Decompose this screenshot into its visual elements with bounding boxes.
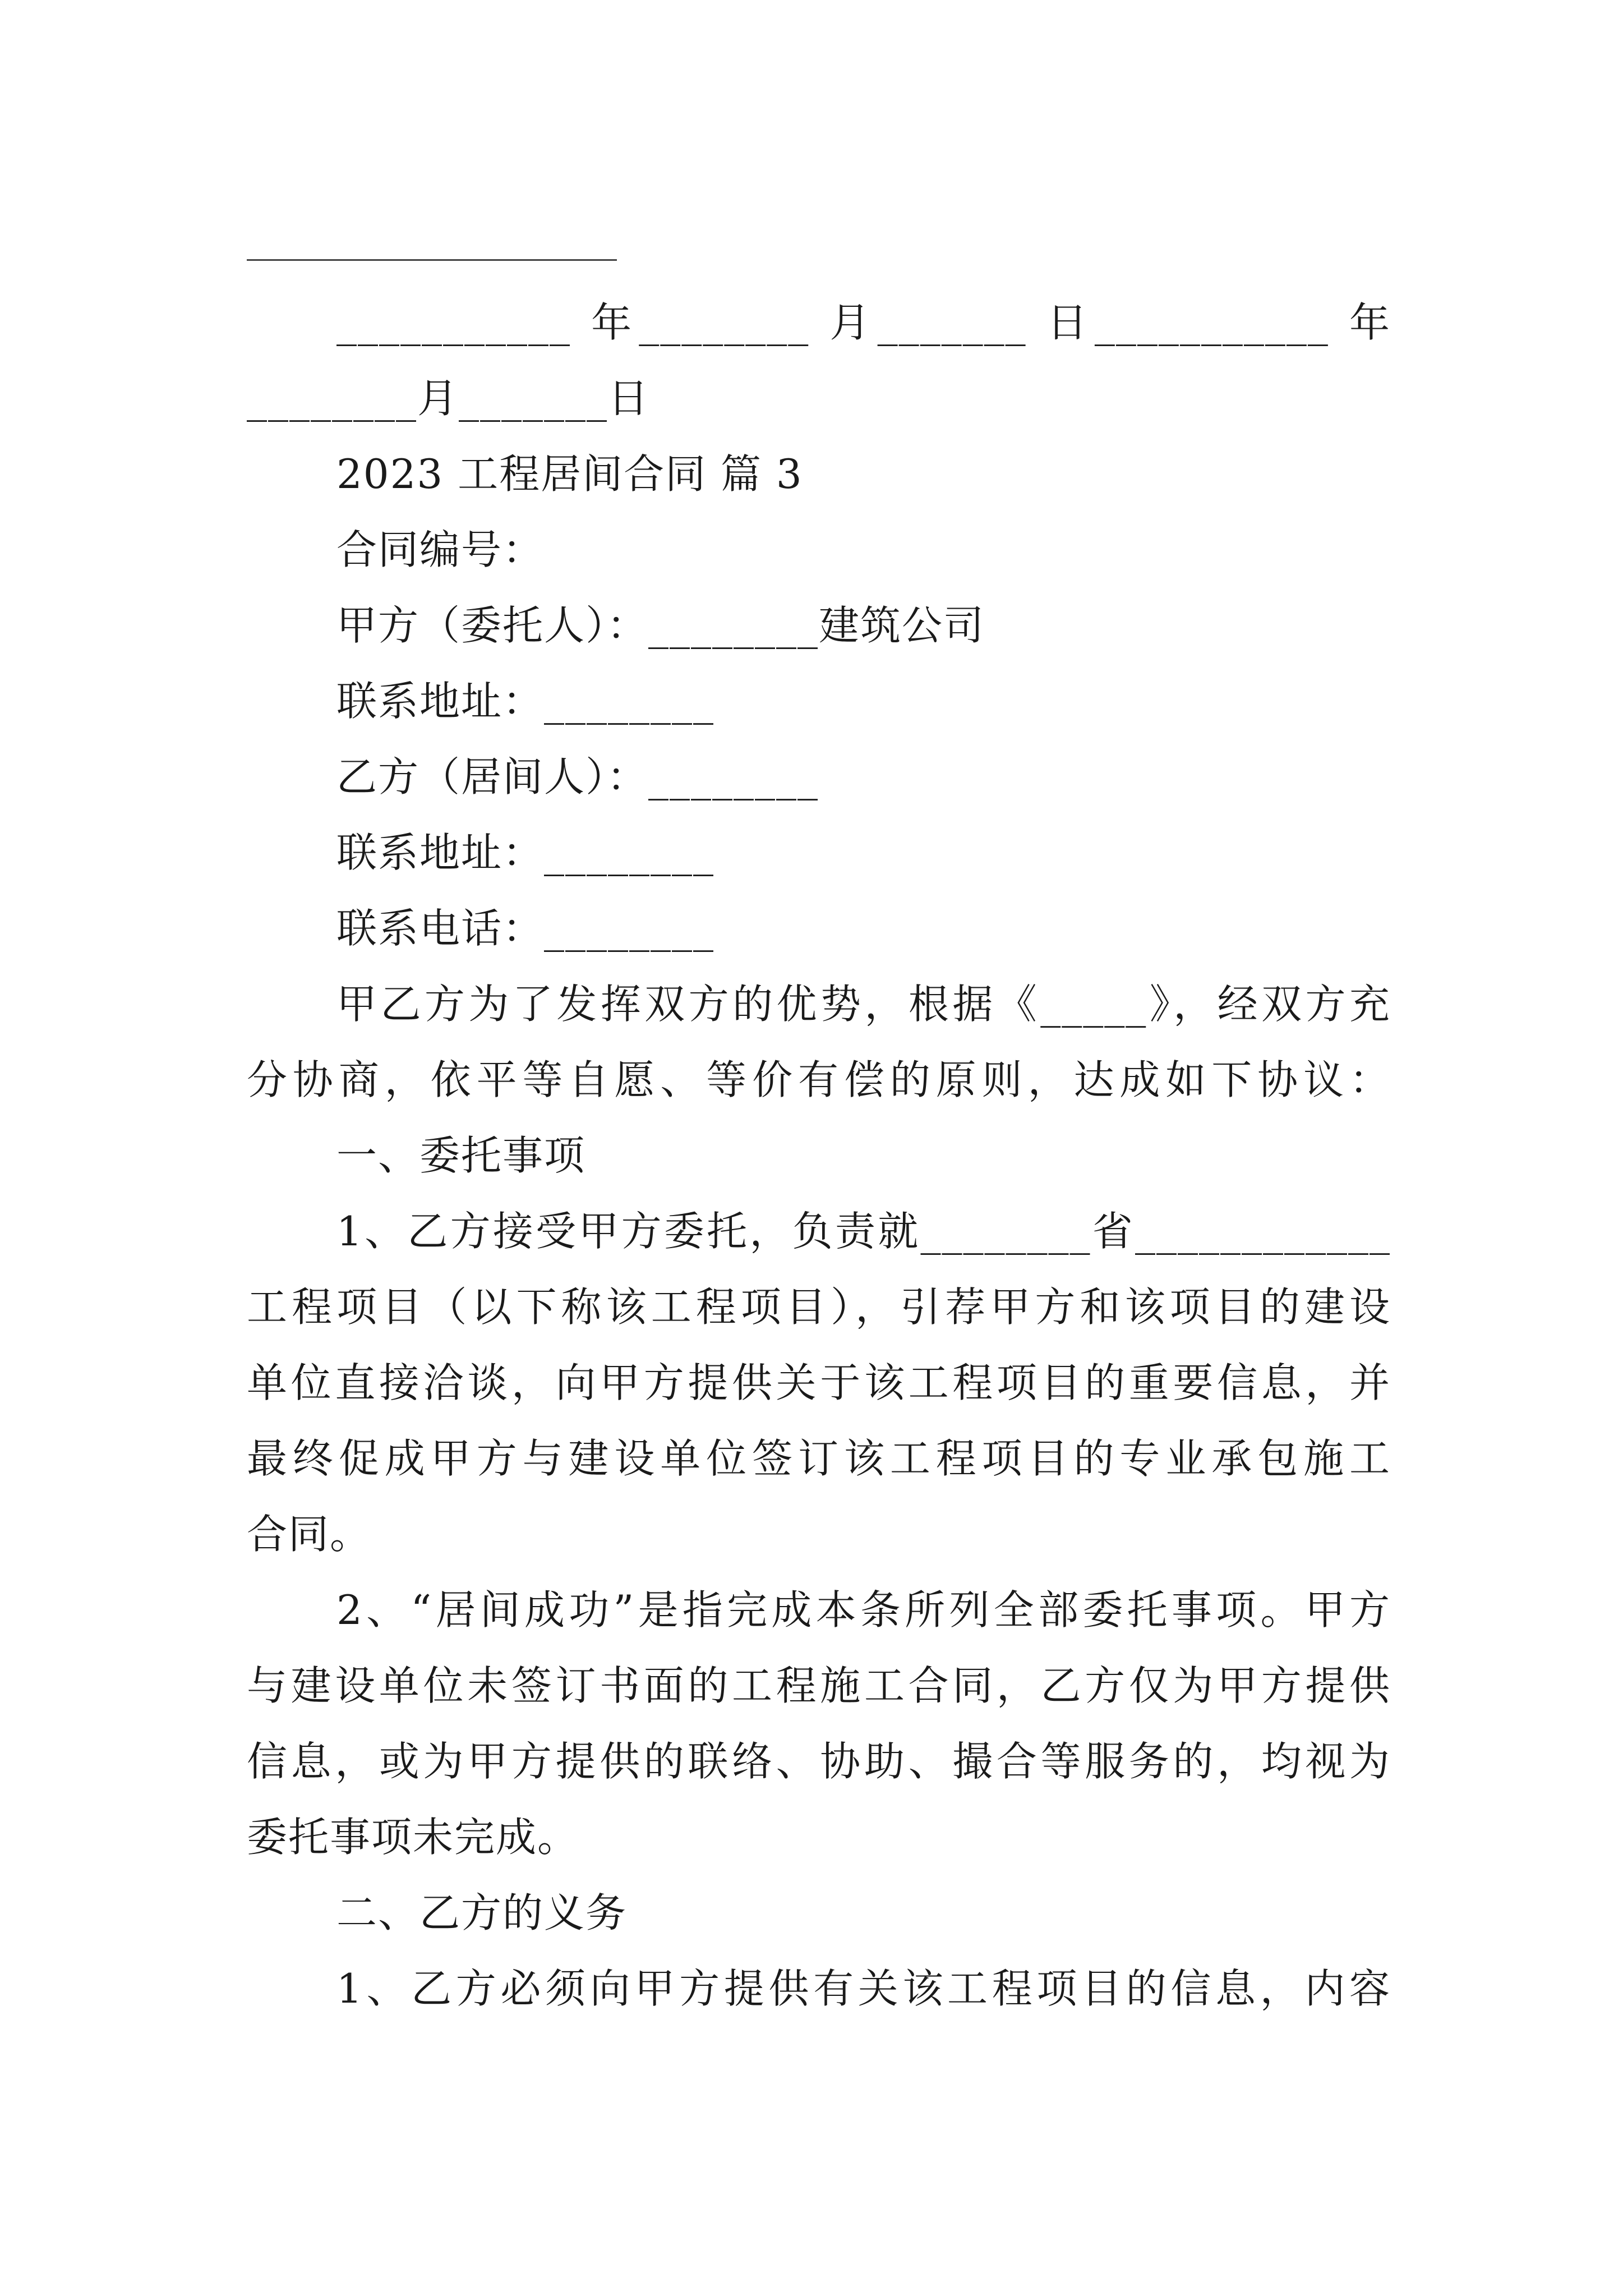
- clause-2-line-4: 委托事项未完成。: [247, 1814, 579, 1861]
- clause-2-line-3: 信息，或为甲方提供的联络、协助、撮合等服务的，均视为: [247, 1738, 1391, 1785]
- clause-1-line-3: 单位直接洽谈，向甲方提供关于该工程项目的重要信息，并: [247, 1359, 1391, 1406]
- clause-1-line-4: 最终促成甲方与建设单位签订该工程项目的专业承包施工: [247, 1435, 1391, 1482]
- intro-line-2: 分协商，依平等自愿、等价有偿的原则，达成如下协议：: [247, 1056, 1391, 1103]
- section-heading-2: 二、乙方的义务: [336, 1889, 628, 1936]
- clause-2-line-1: 2、“居间成功”是指完成本条所列全部委托事项。甲方: [336, 1586, 1391, 1634]
- party-b-phone: 联系电话：________: [336, 905, 715, 952]
- date-line-1: ___________ 年________ 月_______ 日___________ 年: [336, 299, 1391, 346]
- party-b-address: 联系地址：________: [336, 829, 715, 876]
- top-rule: [247, 259, 617, 261]
- section-heading-1: 一、委托事项: [336, 1132, 586, 1179]
- section-title: 2023 工程居间合同 篇 3: [336, 450, 803, 498]
- clause-1-line-5: 合同。: [247, 1511, 372, 1558]
- intro-line-1: 甲乙方为了发挥双方的优势，根据《_____》，经双方充: [336, 981, 1391, 1028]
- party-a: 甲方（委托人）：________建筑公司: [336, 602, 985, 649]
- contract-number: 合同编号：: [336, 526, 545, 573]
- clause-2-line-2: 与建设单位未签订书面的工程施工合同，乙方仅为甲方提供: [247, 1662, 1391, 1709]
- party-b: 乙方（居间人）：________: [336, 753, 819, 800]
- party-a-address: 联系地址：________: [336, 678, 715, 725]
- date-line-2: ________月_______日: [247, 375, 649, 422]
- clause-1-line-1: 1、乙方接受甲方委托，负责就________省____________: [336, 1208, 1391, 1255]
- clause-1-line-2: 工程项目（以下称该工程项目），引荐甲方和该项目的建设: [247, 1283, 1391, 1331]
- clause-3-line-1: 1、乙方必须向甲方提供有关该工程项目的信息，内容: [336, 1965, 1391, 2012]
